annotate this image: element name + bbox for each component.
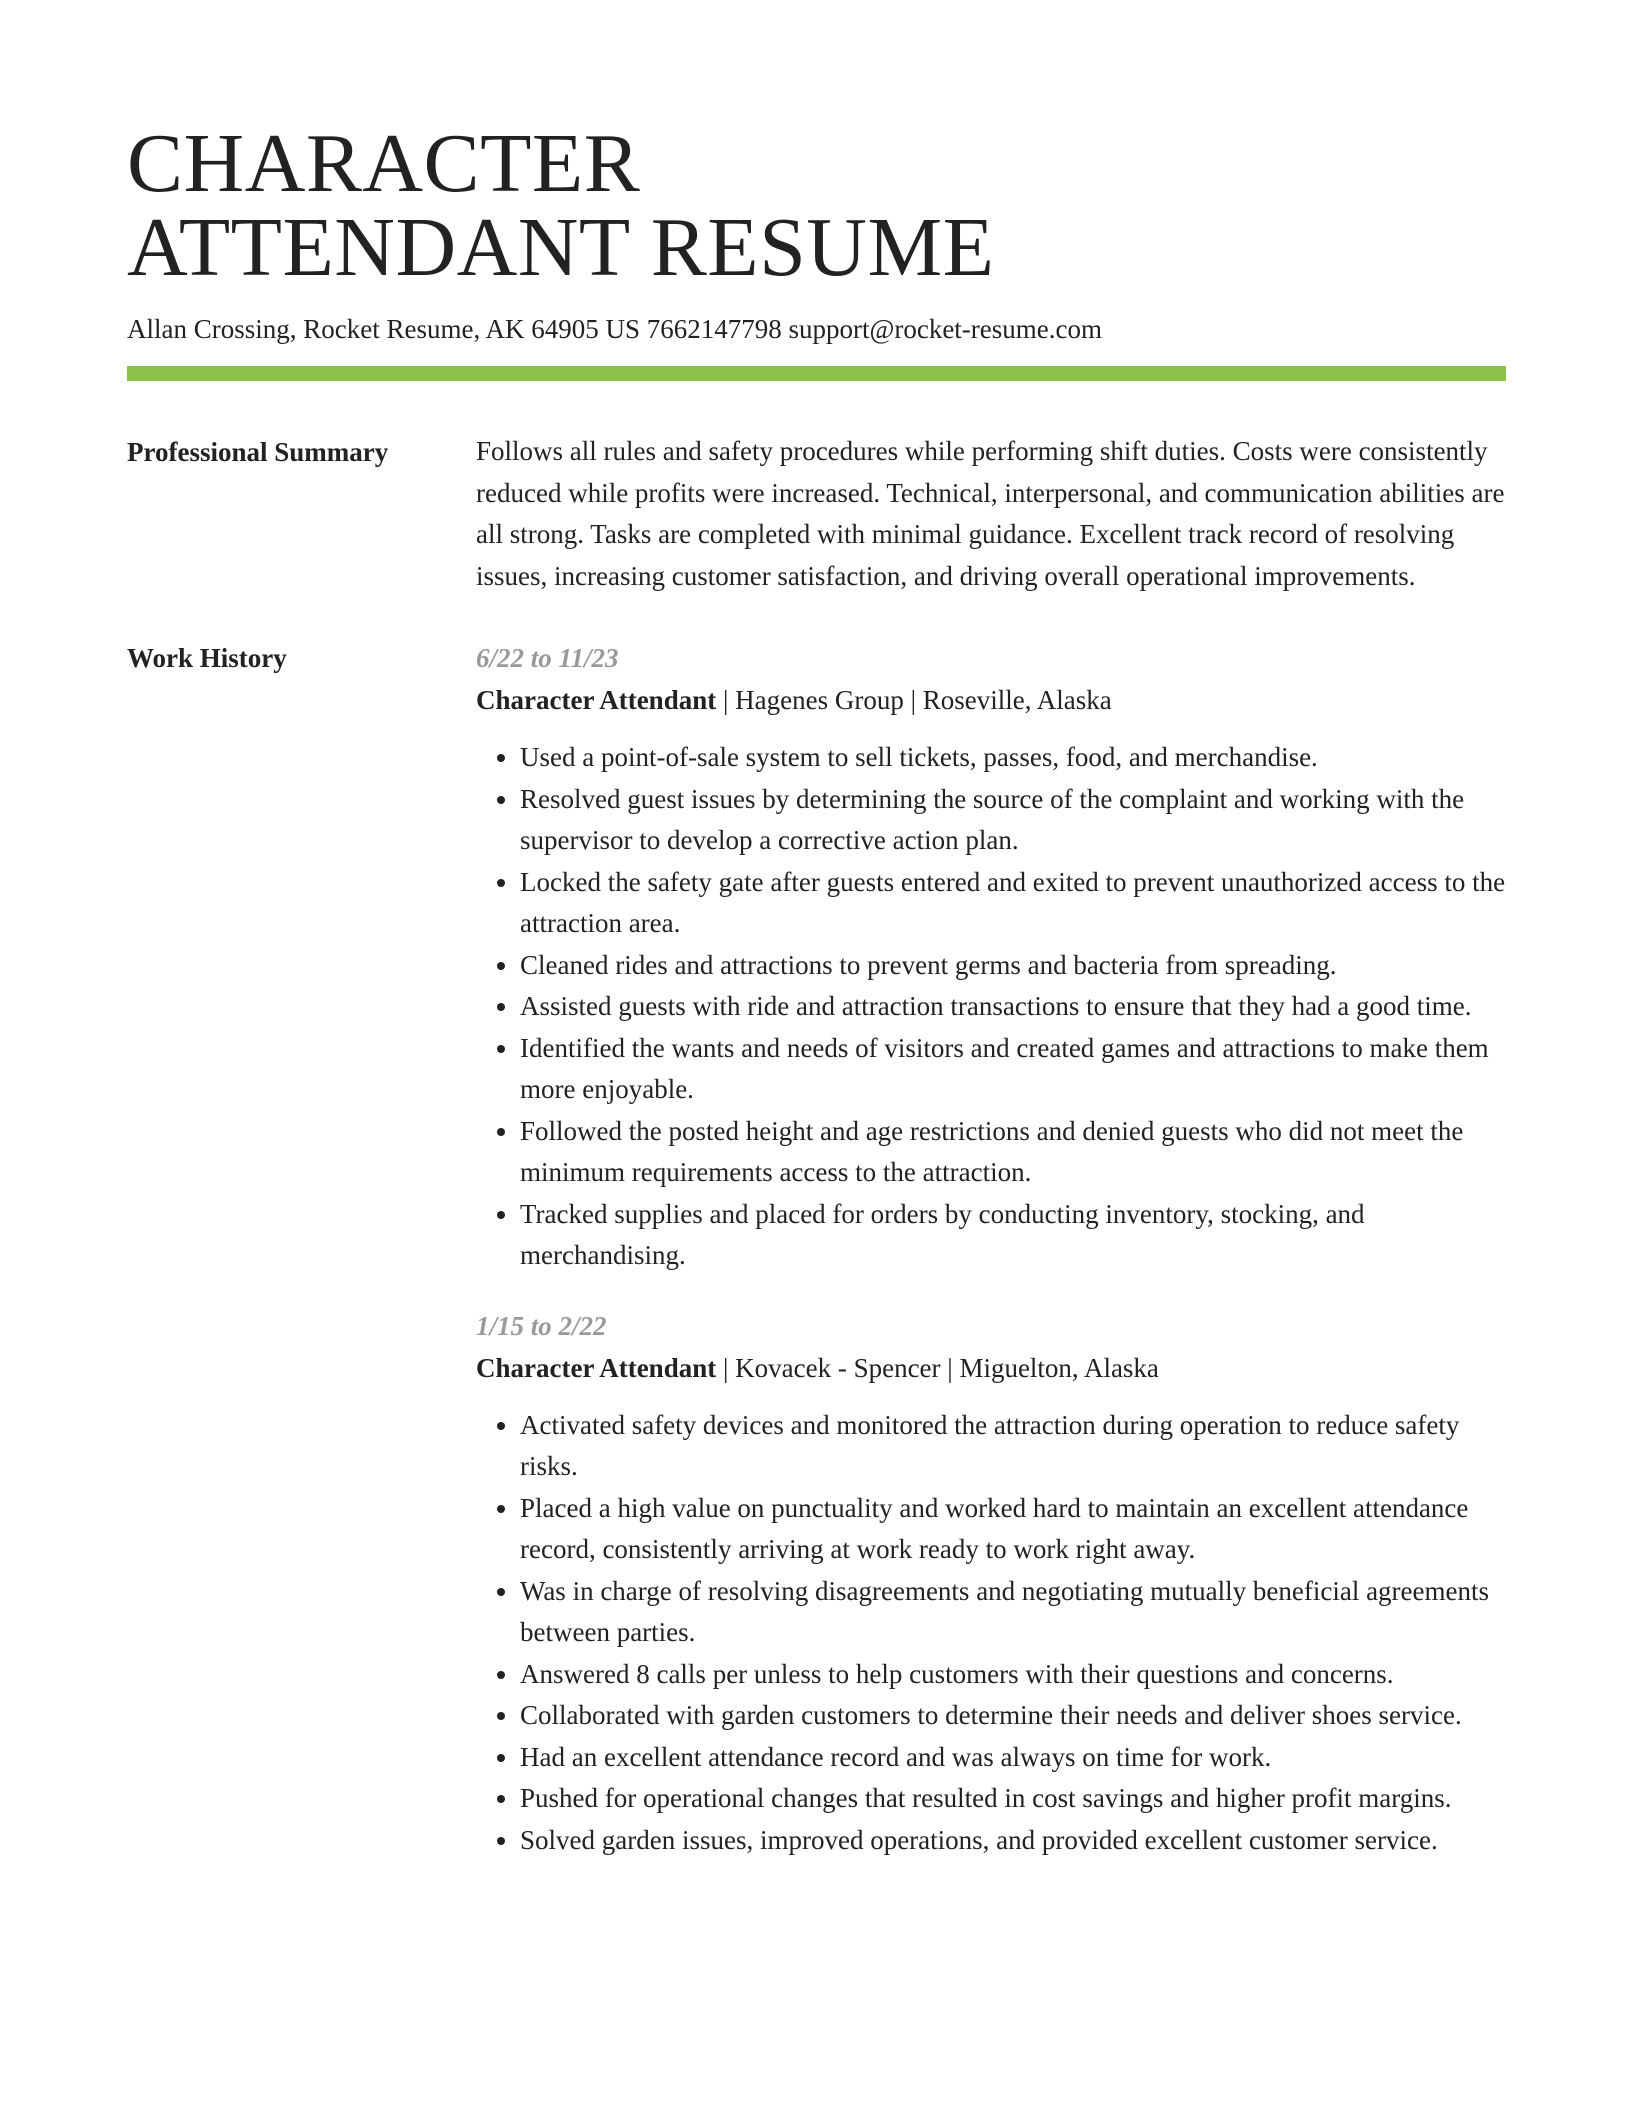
job-company: Kovacek - Spencer xyxy=(735,1352,941,1383)
job-dates: 1/15 to 2/22 xyxy=(476,1310,607,1341)
job-bullet: • Answered 8 calls per unless to help customers with their questions and concerns. xyxy=(520,1654,1506,1696)
job-separator: | xyxy=(716,685,736,715)
summary-text: Follows all rules and safety procedures while performing shift duties. Costs were consistently reduced while profits were increased. Technical, interpersonal, and communication abilities are all strong. Tasks are completed with minimal guidance. Excellent track record of resolving issues, increasing customer satisfaction, and driving overall operational improvements. xyxy=(476,436,1505,591)
title-line-2: ATTENDANT RESUME xyxy=(127,201,995,294)
job-bullet: • Identified the wants and needs of visitors and created games and attractions to make them more enjoyable. xyxy=(520,1028,1506,1111)
contact-info: Allan Crossing, Rocket Resume, AK 64905 US 7662147798 support@rocket-resume.com xyxy=(127,314,1103,344)
job-bullet: • Had an excellent attendance record and was always on time for work. xyxy=(520,1737,1506,1779)
job-bullet-list xyxy=(476,1405,1506,1862)
job-bullet: • Pushed for operational changes that resulted in cost savings and higher profit margins. xyxy=(520,1778,1506,1820)
job-bullet: • Collaborated with garden customers to determine their needs and deliver shoes service. xyxy=(520,1695,1506,1737)
professional-summary-section xyxy=(127,431,1506,597)
section-label-work-history: Work History xyxy=(127,643,287,673)
job-entry xyxy=(476,1305,1506,1862)
job-bullet: • Cleaned rides and attractions to prevent germs and bacteria from spreading. xyxy=(520,945,1506,987)
job-company: Hagenes Group xyxy=(735,685,904,715)
job-heading xyxy=(476,1347,1506,1389)
accent-divider xyxy=(127,366,1506,381)
work-history-body xyxy=(476,637,1506,1889)
job-bullet: • Followed the posted height and age restrictions and denied guests who did not meet the minimum requirements access to the attraction. xyxy=(520,1111,1506,1194)
job-bullet: • Locked the safety gate after guests entered and exited to prevent unauthorized access to the attraction area. xyxy=(520,862,1506,945)
job-bullet: • Placed a high value on punctuality and worked hard to maintain an excellent attendance record, consistently arriving at work ready to work right away. xyxy=(520,1488,1506,1571)
section-label-summary: Professional Summary xyxy=(127,437,389,467)
job-separator: | xyxy=(903,685,923,715)
work-history-section xyxy=(127,637,1506,1889)
job-bullet: • Activated safety devices and monitored the attraction during operation to reduce safety risks. xyxy=(520,1405,1506,1488)
job-bullet: • Assisted guests with ride and attraction transactions to ensure that they had a good time. xyxy=(520,986,1506,1028)
resume-title xyxy=(127,117,1506,294)
job-bullet-list xyxy=(476,737,1506,1277)
job-location: Miguelton, Alaska xyxy=(959,1352,1159,1383)
job-bullet: • Tracked supplies and placed for orders by conducting inventory, stocking, and merchandising. xyxy=(520,1194,1506,1277)
job-dates: 6/22 to 11/23 xyxy=(476,643,619,673)
job-bullet: • Resolved guest issues by determining the source of the complaint and working with the supervisor to develop a corrective action plan. xyxy=(520,779,1506,862)
title-line-1: CHARACTER xyxy=(127,117,641,210)
job-separator: | xyxy=(716,1352,736,1383)
job-separator: | xyxy=(940,1352,960,1383)
job-entry xyxy=(476,637,1506,1277)
job-title: Character Attendant xyxy=(476,1352,717,1383)
job-title: Character Attendant xyxy=(476,685,717,715)
job-bullet: • Solved garden issues, improved operations, and provided excellent customer service. xyxy=(520,1820,1506,1862)
summary-body xyxy=(476,431,1506,597)
job-heading xyxy=(476,679,1506,721)
job-bullet: • Was in charge of resolving disagreements and negotiating mutually beneficial agreements between parties. xyxy=(520,1571,1506,1654)
job-bullet: • Used a point-of-sale system to sell tickets, passes, food, and merchandise. xyxy=(520,737,1506,779)
job-location: Roseville, Alaska xyxy=(922,685,1112,715)
